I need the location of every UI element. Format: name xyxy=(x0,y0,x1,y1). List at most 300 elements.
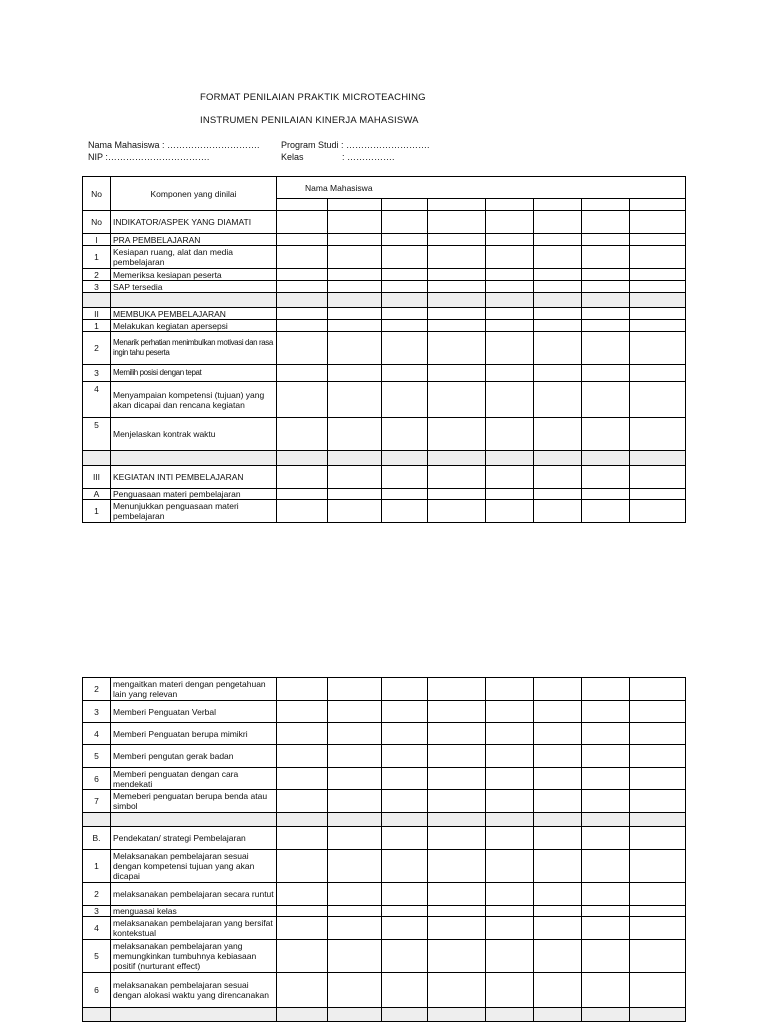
table-row xyxy=(83,973,686,1008)
score-cell xyxy=(630,813,686,827)
score-cell xyxy=(534,211,582,234)
score-cell xyxy=(582,451,630,466)
score-cell xyxy=(277,1008,328,1022)
table-row xyxy=(83,382,686,418)
score-cell xyxy=(328,466,382,489)
score-cell xyxy=(582,906,630,917)
score-cell xyxy=(486,940,534,973)
score-cell xyxy=(630,320,686,332)
score-cell xyxy=(486,269,534,281)
component-text: Penguasaan materi pembelajaran xyxy=(111,489,277,500)
component-text: Memberi Penguatan Verbal xyxy=(111,701,277,723)
component-text: Memeberi penguatan berupa benda atau simbol xyxy=(111,790,277,813)
row-number xyxy=(83,451,111,466)
row-number: 6 xyxy=(83,768,111,790)
score-cell xyxy=(277,917,328,940)
score-cell xyxy=(428,320,486,332)
score-cell xyxy=(328,500,382,523)
score-cell xyxy=(582,246,630,269)
score-cell xyxy=(534,451,582,466)
score-cell xyxy=(328,973,382,1008)
nip-field: NIP :……………………………. xyxy=(88,152,210,162)
component-text: Kesiapan ruang, alat dan media pembelajaran xyxy=(111,246,277,269)
component-text: mengaitkan materi dengan pengetahuan lain yang relevan xyxy=(111,678,277,701)
row-number: 2 xyxy=(83,678,111,701)
component-text xyxy=(111,451,277,466)
score-cell xyxy=(277,451,328,466)
component-text: melaksanakan pembelajaran yang memungkinkan tumbuhnya kebiasaan positif (nurturant effect) xyxy=(111,940,277,973)
score-cell xyxy=(328,883,382,906)
row-number: 3 xyxy=(83,906,111,917)
component-text: melaksanakan pembelajaran yang bersifat kontekstual xyxy=(111,917,277,940)
row-number: II xyxy=(83,308,111,320)
score-cell xyxy=(328,246,382,269)
score-cell xyxy=(428,827,486,850)
header-nama-mahasiswa: Nama Mahasiswa xyxy=(277,177,686,199)
score-cell xyxy=(582,308,630,320)
score-cell xyxy=(428,768,486,790)
row-number: 1 xyxy=(83,500,111,523)
score-cell xyxy=(328,813,382,827)
score-cell xyxy=(582,850,630,883)
score-cell xyxy=(428,883,486,906)
score-cell xyxy=(328,701,382,723)
score-cell xyxy=(534,269,582,281)
score-cell xyxy=(630,790,686,813)
score-cell xyxy=(582,883,630,906)
score-cell xyxy=(428,850,486,883)
score-cell xyxy=(277,723,328,745)
score-cell xyxy=(486,500,534,523)
score-cell xyxy=(328,1008,382,1022)
score-cell xyxy=(382,790,428,813)
score-cell xyxy=(486,466,534,489)
score-cell xyxy=(630,281,686,293)
score-cell xyxy=(630,211,686,234)
score-cell xyxy=(486,332,534,365)
score-cell xyxy=(630,269,686,281)
row-number: 1 xyxy=(83,246,111,269)
score-cell xyxy=(534,489,582,500)
score-cell xyxy=(382,489,428,500)
component-text xyxy=(111,813,277,827)
score-cell xyxy=(534,813,582,827)
component-text: Menunjukkan penguasaan materi pembelajaran xyxy=(111,500,277,523)
component-text: Melakukan kegiatan apersepsi xyxy=(111,320,277,332)
score-cell xyxy=(382,723,428,745)
table-row xyxy=(83,723,686,745)
score-cell xyxy=(428,917,486,940)
score-cell xyxy=(382,940,428,973)
score-cell xyxy=(382,332,428,365)
score-cell xyxy=(630,917,686,940)
component-text xyxy=(111,293,277,308)
score-cell xyxy=(428,973,486,1008)
score-cell xyxy=(486,418,534,451)
score-cell xyxy=(382,917,428,940)
assessment-table-page-1 xyxy=(82,176,686,523)
score-cell xyxy=(277,745,328,768)
document-title: FORMAT PENILAIAN PRAKTIK MICROTEACHING xyxy=(200,92,426,103)
score-cell xyxy=(534,234,582,246)
score-cell xyxy=(486,293,534,308)
score-cell xyxy=(486,827,534,850)
score-cell xyxy=(382,308,428,320)
table-row xyxy=(83,500,686,523)
score-cell xyxy=(382,382,428,418)
score-cell xyxy=(486,246,534,269)
score-cell xyxy=(382,883,428,906)
score-cell xyxy=(486,281,534,293)
score-cell xyxy=(382,269,428,281)
score-cell xyxy=(630,883,686,906)
score-cell xyxy=(328,723,382,745)
row-number: A xyxy=(83,489,111,500)
score-cell xyxy=(630,466,686,489)
score-cell xyxy=(277,308,328,320)
component-text: PRA PEMBELAJARAN xyxy=(111,234,277,246)
score-cell xyxy=(534,768,582,790)
score-cell xyxy=(534,827,582,850)
score-cell xyxy=(534,883,582,906)
score-cell xyxy=(582,678,630,701)
score-cell xyxy=(486,745,534,768)
component-text: menguasai kelas xyxy=(111,906,277,917)
score-cell xyxy=(582,790,630,813)
score-cell xyxy=(382,906,428,917)
component-text xyxy=(111,1008,277,1022)
component-text: KEGIATAN INTI PEMBELAJARAN xyxy=(111,466,277,489)
score-cell xyxy=(428,451,486,466)
score-cell xyxy=(582,745,630,768)
score-cell xyxy=(582,500,630,523)
score-cell xyxy=(277,906,328,917)
row-number: 3 xyxy=(83,365,111,382)
score-cell xyxy=(277,883,328,906)
score-cell xyxy=(277,269,328,281)
kelas-value: : ……………. xyxy=(342,152,395,162)
table-row xyxy=(83,940,686,973)
component-text: Memilih posisi dengan tepat xyxy=(111,365,277,382)
score-cell xyxy=(277,466,328,489)
score-cell xyxy=(328,850,382,883)
component-text: Menyampaian kompetensi (tujuan) yang akan dicapai dan rencana kegiatan xyxy=(111,382,277,418)
score-cell xyxy=(486,917,534,940)
row-number: 2 xyxy=(83,269,111,281)
row-number: 4 xyxy=(83,917,111,940)
student-column-3 xyxy=(382,199,428,211)
score-cell xyxy=(582,466,630,489)
score-cell xyxy=(382,813,428,827)
score-cell xyxy=(428,790,486,813)
assessment-table-page-2 xyxy=(82,677,686,1022)
row-number: 2 xyxy=(83,883,111,906)
student-column-8 xyxy=(630,199,686,211)
score-cell xyxy=(428,382,486,418)
score-cell xyxy=(277,332,328,365)
row-number: B. xyxy=(83,827,111,850)
score-cell xyxy=(630,678,686,701)
score-cell xyxy=(486,723,534,745)
score-cell xyxy=(328,451,382,466)
score-cell xyxy=(328,678,382,701)
score-cell xyxy=(630,234,686,246)
separator-row xyxy=(83,451,686,466)
score-cell xyxy=(428,701,486,723)
table-row xyxy=(83,701,686,723)
score-cell xyxy=(382,293,428,308)
score-cell xyxy=(582,332,630,365)
score-cell xyxy=(382,320,428,332)
score-cell xyxy=(534,850,582,883)
score-cell xyxy=(277,365,328,382)
score-cell xyxy=(328,745,382,768)
score-cell xyxy=(630,973,686,1008)
score-cell xyxy=(277,382,328,418)
score-cell xyxy=(534,745,582,768)
score-cell xyxy=(534,917,582,940)
row-number: 5 xyxy=(83,940,111,973)
separator-row xyxy=(83,293,686,308)
score-cell xyxy=(428,678,486,701)
score-cell xyxy=(582,418,630,451)
score-cell xyxy=(486,320,534,332)
score-cell xyxy=(277,320,328,332)
student-column-6 xyxy=(534,199,582,211)
score-cell xyxy=(486,883,534,906)
score-cell xyxy=(630,906,686,917)
score-cell xyxy=(277,813,328,827)
component-text: SAP tersedia xyxy=(111,281,277,293)
score-cell xyxy=(428,234,486,246)
row-number: 2 xyxy=(83,332,111,365)
score-cell xyxy=(486,382,534,418)
score-cell xyxy=(630,489,686,500)
score-cell xyxy=(428,1008,486,1022)
score-cell xyxy=(428,418,486,451)
score-cell xyxy=(328,768,382,790)
score-cell xyxy=(328,308,382,320)
score-cell xyxy=(428,500,486,523)
score-cell xyxy=(534,466,582,489)
score-cell xyxy=(486,813,534,827)
component-text: Memberi pengutan gerak badan xyxy=(111,745,277,768)
header-no: No xyxy=(83,177,111,211)
score-cell xyxy=(382,850,428,883)
score-cell xyxy=(277,281,328,293)
score-cell xyxy=(582,382,630,418)
score-cell xyxy=(328,790,382,813)
score-cell xyxy=(534,320,582,332)
score-cell xyxy=(277,234,328,246)
score-cell xyxy=(582,211,630,234)
score-cell xyxy=(534,790,582,813)
table-row xyxy=(83,906,686,917)
score-cell xyxy=(534,246,582,269)
score-cell xyxy=(534,678,582,701)
table-row xyxy=(83,917,686,940)
program-studi-field: Program Studi : ………………………. xyxy=(281,140,430,150)
row-number: 4 xyxy=(83,723,111,745)
score-cell xyxy=(486,701,534,723)
score-cell xyxy=(582,827,630,850)
score-cell xyxy=(486,973,534,1008)
score-cell xyxy=(582,489,630,500)
row-number: 5 xyxy=(83,745,111,768)
score-cell xyxy=(382,701,428,723)
component-text: Menarik perhatian menimbulkan motivasi dan rasa ingin tahu peserta xyxy=(111,332,277,365)
score-cell xyxy=(328,940,382,973)
score-cell xyxy=(382,281,428,293)
score-cell xyxy=(382,678,428,701)
score-cell xyxy=(582,723,630,745)
student-column-2 xyxy=(328,199,382,211)
component-text: Memberi penguatan dengan cara mendekati xyxy=(111,768,277,790)
table-row xyxy=(83,332,686,365)
score-cell xyxy=(486,790,534,813)
score-cell xyxy=(382,451,428,466)
score-cell xyxy=(382,768,428,790)
row-number xyxy=(83,293,111,308)
score-cell xyxy=(630,745,686,768)
score-cell xyxy=(428,745,486,768)
student-column-1 xyxy=(277,199,328,211)
row-number: No xyxy=(83,211,111,234)
score-cell xyxy=(277,850,328,883)
score-cell xyxy=(486,906,534,917)
score-cell xyxy=(277,827,328,850)
score-cell xyxy=(582,917,630,940)
row-number: 1 xyxy=(83,320,111,332)
score-cell xyxy=(328,281,382,293)
score-cell xyxy=(328,418,382,451)
table-row xyxy=(83,466,686,489)
score-cell xyxy=(534,308,582,320)
score-cell xyxy=(582,940,630,973)
score-cell xyxy=(630,768,686,790)
score-cell xyxy=(428,332,486,365)
score-cell xyxy=(582,320,630,332)
score-cell xyxy=(534,365,582,382)
score-cell xyxy=(630,940,686,973)
table-row xyxy=(83,827,686,850)
score-cell xyxy=(428,281,486,293)
score-cell xyxy=(277,211,328,234)
score-cell xyxy=(630,451,686,466)
row-number: 6 xyxy=(83,973,111,1008)
score-cell xyxy=(382,500,428,523)
kelas-label: Kelas xyxy=(281,152,304,162)
table-row xyxy=(83,883,686,906)
score-cell xyxy=(534,906,582,917)
score-cell xyxy=(630,365,686,382)
score-cell xyxy=(328,320,382,332)
document-subtitle: INSTRUMEN PENILAIAN KINERJA MAHASISWA xyxy=(200,115,419,126)
score-cell xyxy=(630,246,686,269)
component-text: Menjelaskan kontrak waktu xyxy=(111,418,277,451)
student-column-5 xyxy=(486,199,534,211)
table-row xyxy=(83,418,686,451)
score-cell xyxy=(486,678,534,701)
table-row xyxy=(83,269,686,281)
score-cell xyxy=(328,489,382,500)
nama-mahasiswa-field: Nama Mahasiswa : …………………………. xyxy=(88,140,260,150)
score-cell xyxy=(630,1008,686,1022)
score-cell xyxy=(382,211,428,234)
score-cell xyxy=(630,850,686,883)
score-cell xyxy=(382,1008,428,1022)
score-cell xyxy=(630,418,686,451)
table-row xyxy=(83,489,686,500)
score-cell xyxy=(630,500,686,523)
student-column-4 xyxy=(428,199,486,211)
score-cell xyxy=(382,418,428,451)
score-cell xyxy=(486,451,534,466)
table-row xyxy=(83,768,686,790)
component-text: INDIKATOR/ASPEK YANG DIAMATI xyxy=(111,211,277,234)
component-text: MEMBUKA PEMBELAJARAN xyxy=(111,308,277,320)
score-cell xyxy=(534,418,582,451)
score-cell xyxy=(582,234,630,246)
component-text: melaksanakan pembelajaran sesuai dengan alokasi waktu yang direncanakan xyxy=(111,973,277,1008)
score-cell xyxy=(328,234,382,246)
score-cell xyxy=(486,365,534,382)
score-cell xyxy=(534,940,582,973)
score-cell xyxy=(428,269,486,281)
table-row xyxy=(83,678,686,701)
row-number: 7 xyxy=(83,790,111,813)
score-cell xyxy=(277,973,328,1008)
score-cell xyxy=(486,768,534,790)
score-cell xyxy=(428,246,486,269)
row-number: 4 xyxy=(83,382,111,418)
score-cell xyxy=(382,827,428,850)
score-cell xyxy=(486,1008,534,1022)
row-number: I xyxy=(83,234,111,246)
score-cell xyxy=(582,269,630,281)
table-row xyxy=(83,850,686,883)
component-text: melaksanakan pembelajaran secara runtut xyxy=(111,883,277,906)
score-cell xyxy=(534,281,582,293)
row-number xyxy=(83,1008,111,1022)
score-cell xyxy=(534,293,582,308)
component-text: Memeriksa kesiapan peserta xyxy=(111,269,277,281)
table-row xyxy=(83,320,686,332)
score-cell xyxy=(486,308,534,320)
separator-row xyxy=(83,1008,686,1022)
component-text: Melaksanakan pembelajaran sesuai dengan kompetensi tujuan yang akan dicapai xyxy=(111,850,277,883)
score-cell xyxy=(582,973,630,1008)
score-cell xyxy=(277,678,328,701)
score-cell xyxy=(328,917,382,940)
score-cell xyxy=(382,246,428,269)
score-cell xyxy=(428,489,486,500)
score-cell xyxy=(534,701,582,723)
table-row xyxy=(83,365,686,382)
score-cell xyxy=(630,332,686,365)
score-cell xyxy=(486,211,534,234)
score-cell xyxy=(428,940,486,973)
score-cell xyxy=(428,211,486,234)
score-cell xyxy=(328,293,382,308)
score-cell xyxy=(534,723,582,745)
row-number: 1 xyxy=(83,850,111,883)
score-cell xyxy=(328,332,382,365)
score-cell xyxy=(382,466,428,489)
score-cell xyxy=(534,500,582,523)
table-row xyxy=(83,234,686,246)
score-cell xyxy=(328,211,382,234)
